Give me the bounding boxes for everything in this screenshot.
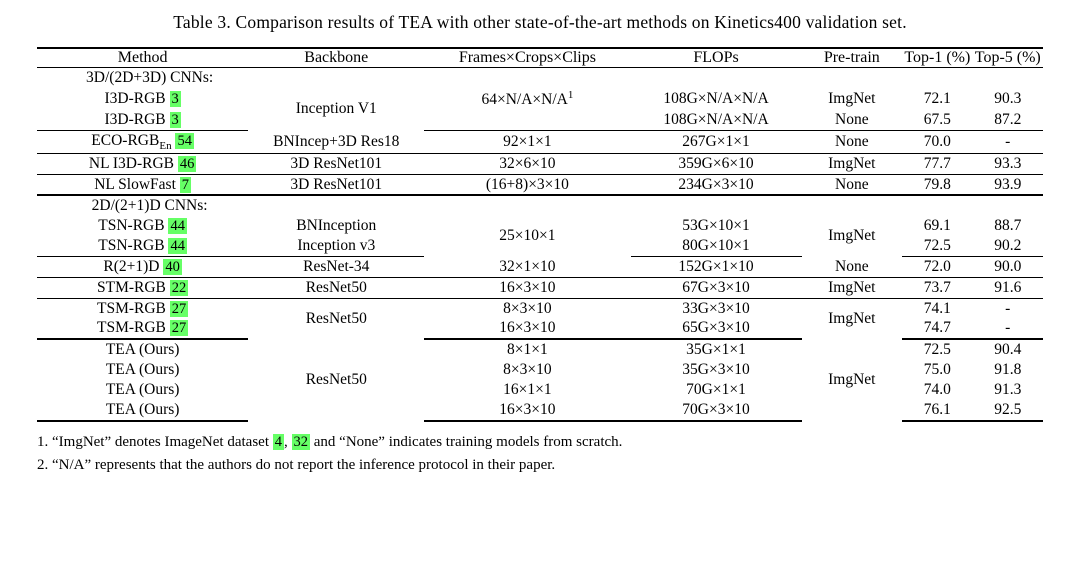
table-footnotes: [37, 432, 1043, 478]
column-header-pretrain: Pre-train: [802, 48, 903, 68]
cell-backbone: BNIncep+3D Res18: [248, 130, 424, 153]
cell-top5: 92.5: [973, 400, 1043, 421]
cell-top1: 72.5: [902, 236, 972, 256]
cell-flops: 267G×1×1: [631, 130, 802, 153]
table-row: [37, 68, 1043, 88]
section-label: 3D/(2D+3D) CNNs:: [86, 69, 214, 86]
cell-pretrain: ImgNet: [828, 89, 876, 107]
column-header-flops: FLOPs: [631, 48, 802, 68]
citation-ref[interactable]: 4: [274, 433, 282, 450]
cell-frames: 8×1×1: [507, 341, 548, 359]
cell-flops: 53G×10×1: [682, 217, 750, 235]
cell-method: R(2+1)D 40: [37, 256, 248, 277]
cell-top1: 77.7: [902, 153, 972, 174]
citation-ref[interactable]: 44: [170, 218, 185, 235]
column-header-top5: Top-5 (%): [973, 48, 1043, 68]
table-row: [37, 256, 1043, 277]
cell-frames: 25×10×1: [499, 227, 556, 245]
table-row: [37, 277, 1043, 298]
cell-frames: (16+8)×3×10: [424, 174, 630, 195]
table-row: [37, 174, 1043, 195]
cell-backbone: 3D ResNet101: [248, 153, 424, 174]
cell-top5: 91.6: [973, 277, 1043, 298]
cell-top1: 72.0: [902, 256, 972, 277]
citation-ref[interactable]: 3: [171, 90, 179, 107]
citation-ref[interactable]: 7: [181, 176, 190, 193]
cell-flops: 35G×3×10: [682, 361, 750, 379]
cell-flops: 108G×N/A×N/A: [631, 110, 802, 130]
cell-flops: 70G×3×10: [631, 400, 802, 421]
cell-backbone: ResNet50: [248, 277, 424, 298]
column-header-backbone: Backbone: [248, 48, 424, 68]
cell-flops: 67G×3×10: [631, 277, 802, 298]
citation-ref[interactable]: 3: [171, 111, 179, 128]
footnote-1: 1. “ImgNet” denotes ImageNet dataset 4 , 32 and “None” indicates training models from scratch.: [37, 433, 623, 450]
cell-method: NL SlowFast 7: [37, 174, 248, 195]
cell-backbone: BNInception: [296, 217, 377, 235]
cell-frames: 16×3×10: [424, 318, 630, 339]
table-header: [37, 48, 1043, 68]
cell-backbone: ResNet-34: [248, 256, 424, 277]
column-header-top1: Top-1 (%): [902, 48, 972, 68]
cell-method: TEA (Ours): [105, 341, 180, 359]
citation-ref[interactable]: 44: [170, 238, 185, 255]
cell-flops: 80G×10×1: [631, 236, 802, 256]
cell-pretrain: None: [802, 174, 903, 195]
table-row: [37, 110, 1043, 130]
cell-frames: 92×1×1: [424, 130, 630, 153]
cell-method: TSM-RGB 27: [37, 318, 248, 339]
citation-ref[interactable]: 32: [293, 433, 308, 450]
cell-frames: 8×3×10: [503, 361, 552, 379]
cell-frames: 16×1×1: [503, 380, 552, 398]
cell-method: TSN-RGB 44: [37, 236, 248, 256]
cell-method: TEA (Ours): [105, 361, 180, 379]
cell-pretrain: ImgNet: [828, 227, 876, 245]
cell-method: TSM-RGB 27: [96, 299, 187, 317]
table-row: [37, 88, 1043, 110]
cell-top1: 74.0: [923, 380, 951, 398]
cell-frames: $64\times N/A\times N/A^1$: [481, 88, 574, 108]
cell-backbone: Inception v3: [248, 236, 424, 256]
cell-top1: 73.7: [902, 277, 972, 298]
table-body: [37, 68, 1043, 421]
cell-method: I3D-RGB 3: [104, 89, 179, 107]
table-row: [37, 339, 1043, 360]
cell-method: STM-RGB 22: [37, 277, 248, 298]
cell-flops: 234G×3×10: [631, 174, 802, 195]
cell-backbone: ResNet50: [305, 371, 367, 388]
cell-flops: 65G×3×10: [631, 318, 802, 339]
cell-pretrain: ImgNet: [828, 371, 876, 388]
cell-pretrain: None: [802, 110, 903, 130]
cell-top5: 90.4: [994, 341, 1022, 359]
table-row: [37, 153, 1043, 174]
cell-frames: 32×6×10: [424, 153, 630, 174]
cell-frames: 16×3×10: [424, 277, 630, 298]
cell-pretrain: ImgNet: [828, 310, 876, 328]
citation-ref[interactable]: 27: [171, 300, 187, 317]
cell-top1: 74.7: [902, 318, 972, 339]
table-row: [37, 216, 1043, 236]
cell-top5: 90.2: [973, 236, 1043, 256]
cell-backbone: 3D ResNet101: [248, 174, 424, 195]
table-caption: Table 3. Comparison results of TEA with other state-of-the-art methods on Kinetics400 validation set.: [173, 12, 907, 32]
cell-flops: 152G×1×10: [631, 256, 802, 277]
cell-flops: 70G×1×1: [686, 380, 746, 398]
cell-pretrain: ImgNet: [802, 277, 903, 298]
cell-pretrain: ImgNet: [802, 153, 903, 174]
citation-ref[interactable]: 27: [171, 320, 187, 337]
table-row: [37, 130, 1043, 153]
cell-top1: 72.1: [923, 89, 951, 107]
cell-frames: [424, 110, 630, 130]
cell-top1: 69.1: [923, 217, 951, 235]
column-header-method: Method: [37, 48, 248, 68]
cell-frames: 16×3×10: [424, 400, 630, 421]
results-table: [37, 47, 1043, 422]
cell-top5: 90.0: [973, 256, 1043, 277]
cell-top1: 76.1: [902, 400, 972, 421]
cell-top5: -: [973, 130, 1043, 153]
citation-ref[interactable]: 54: [177, 132, 192, 149]
cell-pretrain: None: [802, 256, 903, 277]
cell-top1: 79.8: [902, 174, 972, 195]
cell-top5: 90.3: [994, 89, 1022, 107]
table-row: [37, 195, 1043, 216]
cell-flops: 35G×1×1: [686, 341, 746, 359]
cell-top5: 91.8: [994, 361, 1022, 379]
cell-method: TEA (Ours): [37, 400, 248, 421]
cell-top1: 72.5: [923, 341, 951, 359]
cell-frames: 32×1×10: [424, 256, 630, 277]
cell-pretrain: None: [802, 130, 903, 153]
column-header-frames: Frames×Crops×Clips: [424, 48, 630, 68]
cell-flops: 359G×6×10: [631, 153, 802, 174]
cell-top5: -: [1005, 299, 1011, 317]
citation-ref[interactable]: 22: [171, 279, 187, 296]
cell-top1: 70.0: [902, 130, 972, 153]
cell-method: TEA (Ours): [105, 380, 180, 398]
cell-method: TSN-RGB 44: [98, 217, 185, 235]
citation-ref[interactable]: 46: [179, 155, 195, 172]
citation-ref[interactable]: 40: [165, 258, 180, 275]
cell-top5: 91.3: [994, 380, 1022, 398]
cell-method: NL I3D-RGB 46: [37, 153, 248, 174]
footnote-2: 2. “N/A” represents that the authors do not report the inference protocol in their paper.: [37, 457, 556, 474]
cell-top5: 87.2: [973, 110, 1043, 130]
cell-flops: 33G×3×10: [682, 299, 750, 317]
cell-top5: 88.7: [994, 217, 1022, 235]
section-label: 2D/(2+1)D CNNs:: [91, 197, 208, 215]
cell-top1: 75.0: [923, 361, 951, 379]
cell-top1: 74.1: [923, 299, 951, 317]
cell-method: ECO-$RGB_{En}$ 54: [37, 130, 248, 153]
cell-frames: 8×3×10: [503, 299, 552, 317]
cell-backbone: Inception V1: [295, 100, 377, 118]
cell-flops: 108G×N/A×N/A: [663, 89, 769, 107]
cell-top5: 93.9: [973, 174, 1043, 195]
cell-backbone: ResNet50: [305, 310, 367, 328]
cell-method: I3D-RGB 3: [37, 110, 248, 130]
cell-top5: 93.3: [973, 153, 1043, 174]
cell-top1: 67.5: [902, 110, 972, 130]
table-row: [37, 298, 1043, 318]
cell-top5: -: [973, 318, 1043, 339]
